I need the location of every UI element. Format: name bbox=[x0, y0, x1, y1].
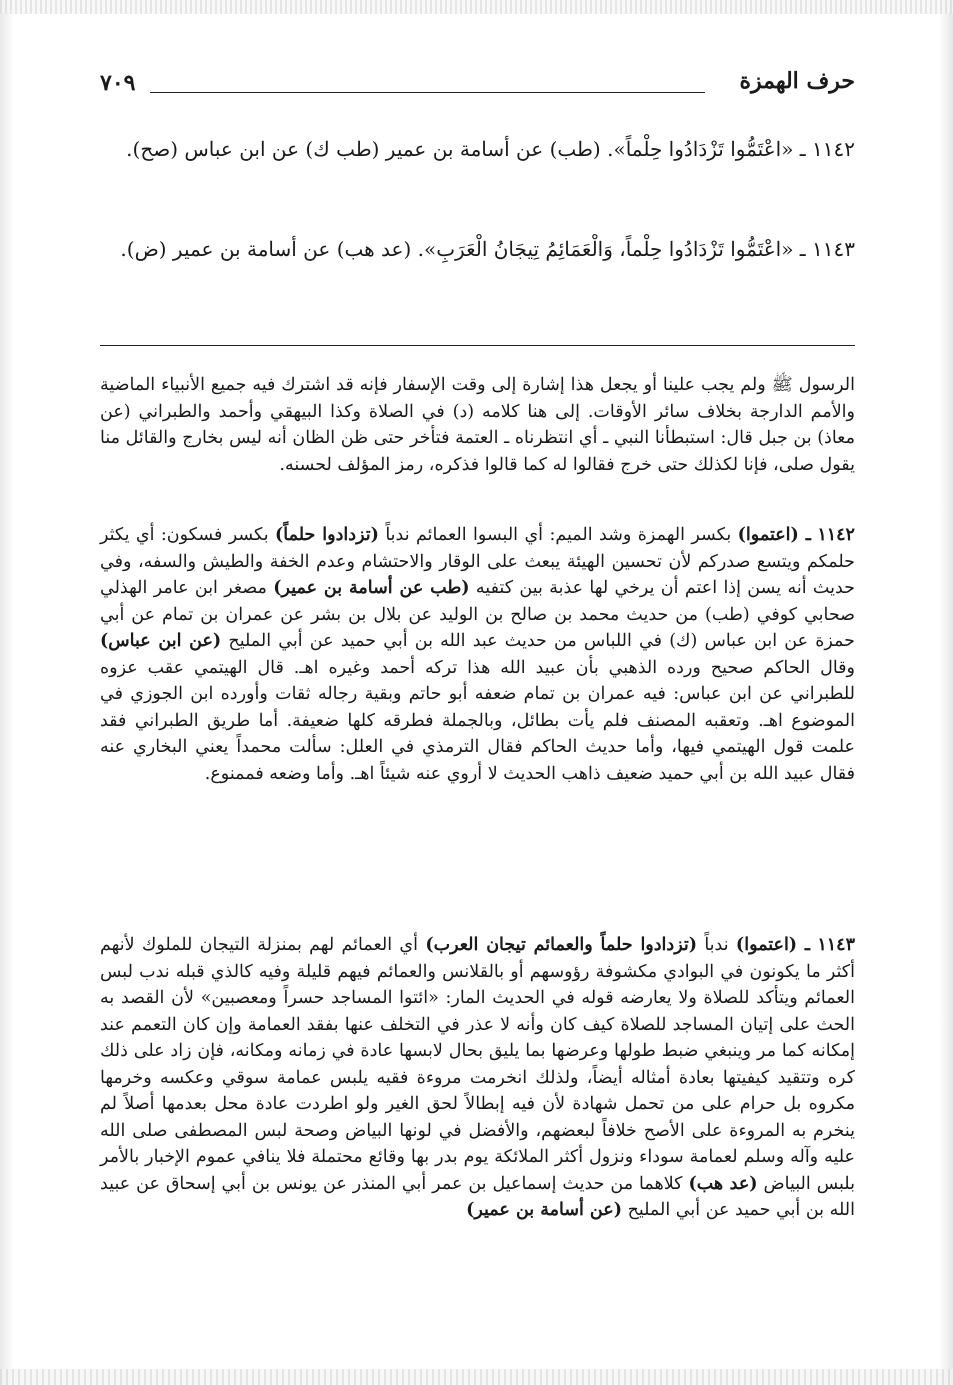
commentary-paragraph: الرسول ﷺ ولم يجب علينا أو يجعل هذا إشارة إلى وقت الإسفار فإنه قد اشترك فيه جميع الأنبياء الماضية والأمم الدارجة بخلاف سائر الأوقات. إلى هنا كلامه (د) في الصلاة وكذا البيهقي وأحمد والطبراني (عن معاذ) بن جبل قال: استبطأنا النبي ـ أي انتظرناه ـ العتمة فتأخر حتى ظن الظان أنه ليس بخارج والقائل منا يقول صلى، فإنا لكذلك حتى خرج فقالوا له كما قالوا فذكره، رمز المؤلف لحسنه. bbox=[100, 375, 855, 475]
source-ref: (طب عن أسامة بن عمير) bbox=[273, 578, 470, 598]
commentary-1142 bbox=[100, 522, 855, 787]
quoted-phrase: (تزدادوا حلماً والعمائم تيجان العرب) bbox=[425, 935, 698, 955]
hadith-1143 bbox=[100, 226, 855, 273]
commentary-1143 bbox=[100, 932, 855, 1224]
header-rule bbox=[150, 92, 705, 93]
commentary-text: بكسر الهمزة وشد الميم: أي البسوا العمائم ندباً bbox=[385, 525, 732, 545]
footnote-separator bbox=[100, 345, 855, 346]
commentary-text: ندباً bbox=[704, 935, 729, 955]
source-ref: (عن ابن عباس) bbox=[100, 631, 222, 651]
scan-edge-top bbox=[0, 0, 953, 14]
entry-head: ـ (اعتموا) bbox=[735, 935, 811, 955]
quoted-phrase: (تزدادوا حلماً) bbox=[275, 525, 379, 545]
hadith-text: ـ «اعْتَمُّوا تَزْدَادُوا حِلْماً». (طب) عن أسامة بن عمير (طب ك) عن ابن عباس (صح). bbox=[126, 137, 806, 161]
source-ref: (عن أسامة بن عمير) bbox=[466, 1200, 622, 1220]
commentary-continuation bbox=[100, 372, 855, 478]
entry-number: ١١٤٣ bbox=[817, 935, 855, 955]
hadith-number: ١١٤٣ bbox=[812, 237, 855, 261]
chapter-title: حرف الهمزة bbox=[739, 68, 855, 94]
entry-head: ـ (اعتموا) bbox=[737, 525, 811, 545]
commentary-text: كلاهما من حديث إسماعيل بن عمر أبي المنذر عن يونس بن أبي إسحاق عن عبيد الله بن أبي حميد عن أبي المليح bbox=[100, 1173, 855, 1220]
scan-edge-bottom bbox=[0, 1369, 953, 1385]
commentary-text: مصغر ابن عامر الهذلي صحابي كوفي (طب) من حديث محمد بن صالح بن الوليد عن بلال بن بشر عن عمران بن تمام عن أبي حمزة عن ابن عباس (ك) في اللباس من حديث عبد الله بن أبي حميد عن أبي المليح bbox=[100, 578, 855, 651]
commentary-text: بكسر فسكون: أي يكثر حلمكم ويتسع صدركم لأن تحسين الهيئة يبعث على الوقار والاحتشام وعدم الخفة والطيش والسفه، وفي حديث أنه يسن إذا اعتم أن يرخي لها عذبة بين كتفيه bbox=[100, 525, 855, 598]
hadith-1142 bbox=[100, 126, 855, 173]
hadith-number: ١١٤٢ bbox=[812, 137, 855, 161]
entry-number: ١١٤٢ bbox=[817, 525, 855, 545]
commentary-text: أي العمائم لهم بمنزلة التيجان للملوك لأنهم أكثر ما يكونون في البوادي مكشوفة رؤوسهم أو بالقلانس والعمائم فيهم قليلة وفيه كالذي قبله ندب لبس العمائم ويتأكد للصلاة ولا يعارضه قوله في الحديث المار: «ائتوا المساجد حسراً ومعصبين» لأن القصد به الحث على إتيان المساجد للصلاة كيف كان وأنه لا عذر في التخلف عنها بفقد العمامة وإن كان التعمم عند إمكانه كما مر وينبغي ضبط طولها وعرضها بما يليق بحال لابسها عادة في زمانه ومكانه، فإن زاد على ذلك كره وتتقيد كيفيتها بعادة أمثاله أيضاً، ولذلك انخرمت مروءة فقيه يلبس عمامة سوقي وعكسه وخرمها مكروه بل حرام على من تحمل شهادة لأن فيه إبطالاً لحق الغير ولو اطردت عادة محل بعدمها أصلاً لم ينخرم به المروءة على الأصح خلافاً لبعضهم، والأفضل في لونها البياض وصحة لبس المصطفى صلى الله عليه وآله وسلم لعمامة سوداء ونزول أكثر الملائكة يوم بدر بها وقائع محتملة فلا ينافي عموم الإخبار بالأمر بلبس البياض bbox=[100, 935, 855, 1194]
page-number: ٧٠٩ bbox=[100, 70, 136, 96]
commentary-text: وقال الحاكم صحيح ورده الذهبي بأن عبيد الله هذا تركه أحمد وغيره اهـ. قال الهيتمي عقب عزوه للطبراني عن ابن عباس: فيه عمران بن تمام ضعفه أبو حاتم وبقية رجاله ثقات وأورده ابن الجوزي في الموضوع اهـ. وتعقبه المصنف فلم يأت بطائل، وبالجملة فطرقه كلها ضعيفة. أما طريق الطبراني فقد علمت قول الهيتمي فيها، وأما حديث الحاكم فقال الترمذي في العلل: سألت محمداً يعني البخاري عنه فقال عبيد الله بن أبي حميد ضعيف ذاهب الحديث لا أروي عنه شيئاً اهـ. وأما وضعه فممنوع. bbox=[100, 657, 855, 784]
source-ref: (عد هب) bbox=[688, 1173, 758, 1194]
hadith-text: ـ «اعْتَمُّوا تَزْدَادُوا حِلْماً، وَالْعَمَائِمُ تِيجَانُ الْعَرَبِ». (عد هب) عن أسامة بن عمير (ض). bbox=[120, 237, 806, 261]
page-header bbox=[100, 68, 855, 108]
